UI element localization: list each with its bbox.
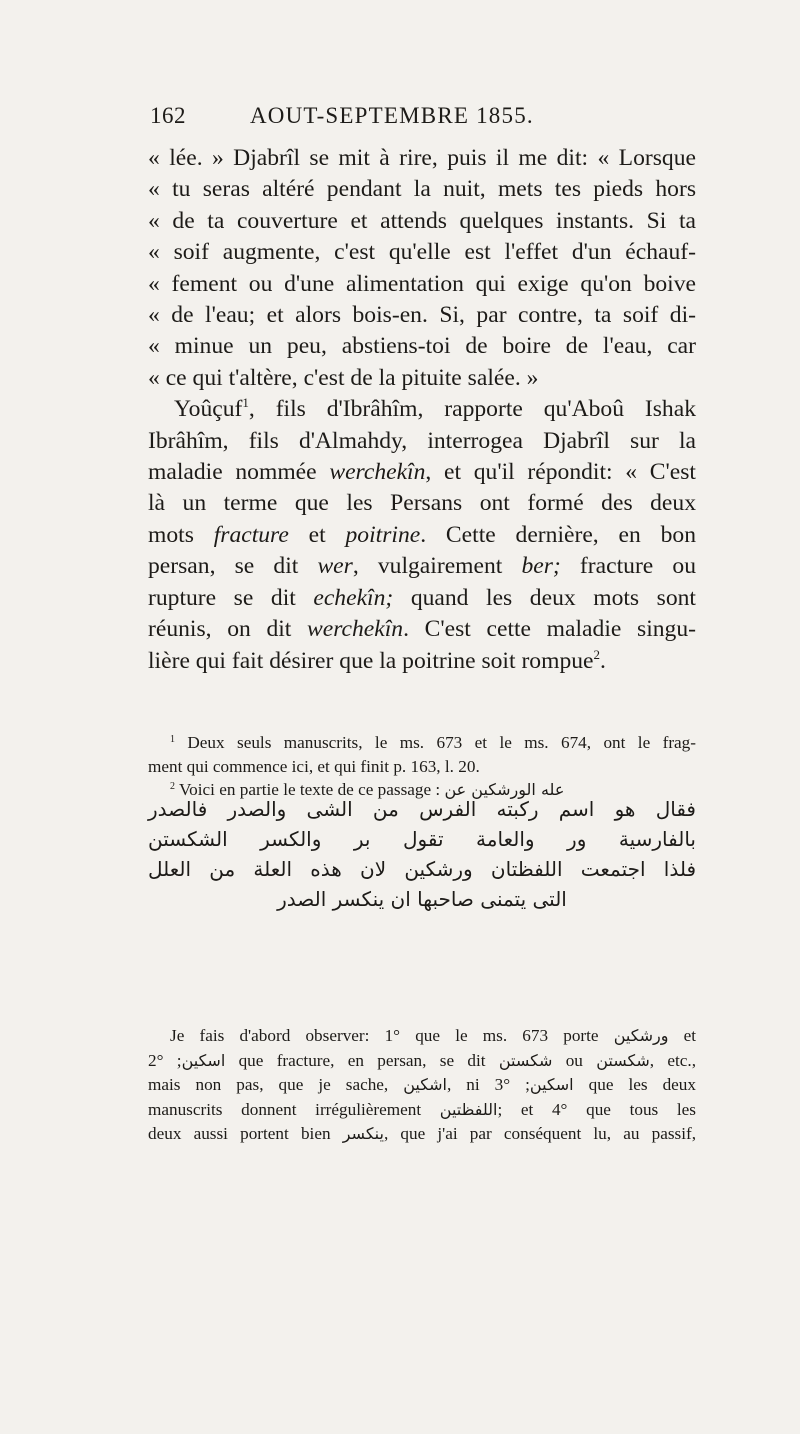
text-line: « soif augmente, c'est qu'elle est l'effet d'un échauf-	[148, 239, 696, 266]
footnote-line	[148, 1122, 696, 1147]
arabic-passage	[148, 794, 696, 914]
footnote-number: 1	[170, 734, 175, 745]
text-run: . C'est cette maladie singu-	[403, 616, 696, 643]
text-run: fracture ou	[560, 553, 696, 580]
italic-term: poitrine	[345, 521, 421, 548]
footnote-line	[148, 1049, 696, 1074]
arabic-text: شكستن	[498, 1050, 553, 1070]
footnote-line	[148, 1024, 696, 1049]
italic-term: fracture	[213, 521, 289, 548]
text-run: maladie nommée	[148, 459, 330, 486]
text-line: « fement ou d'une alimentation qui exige qu'on boive	[148, 270, 696, 297]
footnote-line	[148, 1073, 696, 1098]
arabic-line: التى يتمنى صاحبها ان ينكسر الصدر	[277, 887, 567, 911]
footnote-line	[148, 731, 696, 755]
text-line	[148, 394, 696, 425]
text-run: , que j'ai par conséquent lu, au passif,	[383, 1124, 697, 1144]
main-text	[148, 143, 696, 677]
text-run: ; 2° que fracture, en persan, se dit	[148, 1050, 499, 1070]
text-run: Yoûçuf	[174, 396, 243, 423]
text-run: , etc.,	[649, 1050, 696, 1070]
text-line	[148, 614, 696, 645]
text-line: « de ta couverture et attends quelques instants. Si ta	[148, 207, 696, 234]
text-run: ou	[552, 1050, 597, 1070]
text-line	[148, 646, 696, 677]
arabic-text: اسكين	[529, 1075, 574, 1095]
footnote-ref: 1	[242, 395, 249, 411]
arabic-text: ينكسر	[342, 1124, 384, 1144]
text-line: « lée. » Djabrîl se mit à rire, puis il me dit: « Lorsque	[148, 145, 696, 171]
text-run: .	[600, 647, 606, 674]
text-line: « ce qui t'altère, c'est de la pituite salée. »	[148, 364, 539, 391]
footnote-number: 2	[170, 781, 175, 793]
text-run: rupture se dit	[148, 584, 314, 611]
text-line: « minue un peu, abstiens-toi de boire de l'eau, car	[148, 333, 696, 360]
footnote-line	[148, 1098, 696, 1123]
italic-term: ber;	[521, 553, 561, 580]
arabic-text: اسكين	[181, 1050, 226, 1070]
arabic-line: فلذا اجتمعت اللفظتان ورشكين لان هذه العلة من العلل	[148, 857, 696, 881]
text-run: manuscrits donnent irrégulièrement	[148, 1099, 440, 1119]
arabic-text: شكستن	[596, 1050, 650, 1070]
text-run: quand les deux mots sont	[393, 584, 696, 611]
footnote-line: ment qui commence ici, et qui finit p. 163, l. 20.	[148, 756, 480, 776]
text-run: et	[668, 1026, 697, 1045]
italic-term: werchekîn	[329, 459, 426, 486]
text-line: « tu seras altéré pendant la nuit, mets tes pieds hors	[148, 176, 696, 203]
text-line	[148, 551, 696, 582]
text-run: mots	[148, 521, 214, 548]
text-run: réunis, on dit	[148, 616, 308, 643]
page-number: 162	[150, 103, 186, 128]
arabic-line: فقال هو اسم ركبته الفرس من الشى والصدر فالصدر	[148, 797, 696, 821]
text-line	[148, 520, 696, 551]
arabic-text: اشكين	[403, 1075, 447, 1095]
text-run: mais non pas, que je sache,	[148, 1075, 404, 1095]
text-line	[148, 457, 696, 488]
text-run: ; et 4° que tous les	[497, 1099, 696, 1119]
text-run: et	[288, 521, 346, 548]
text-run: persan, se dit	[148, 553, 318, 580]
text-run: , et qu'il répondit: « C'est	[425, 459, 696, 486]
text-run: ; 3° que les deux	[494, 1075, 696, 1095]
footnote-commentary	[148, 1024, 696, 1147]
arabic-text: ورشكين	[613, 1026, 669, 1045]
text-line	[148, 583, 696, 614]
text-run: Voici en partie le texte de ce passage :	[175, 780, 441, 800]
arabic-text: عله الورشكين عن	[444, 780, 565, 800]
page-header	[150, 103, 680, 135]
text-run: . Cette dernière, en bon	[420, 521, 696, 548]
footnotes	[148, 731, 696, 802]
text-line: Ibrâhîm, fils d'Almahdy, interrogea Djabrîl sur la	[148, 427, 696, 454]
text-line: là un terme que les Persans ont formé des deux	[148, 490, 696, 517]
text-run: deux aussi portent bien	[148, 1124, 343, 1144]
text-run: Deux seuls manuscrits, le ms. 673 et le ms. 674, ont le frag-	[175, 733, 696, 752]
italic-term: wer	[317, 553, 353, 580]
arabic-text: اللفظتين	[439, 1099, 498, 1119]
text-run: , ni	[446, 1075, 495, 1095]
text-run: , vulgairement	[352, 553, 522, 580]
text-run: , fils d'Ibrâhîm, rapporte qu'Aboû Ishak	[248, 396, 696, 423]
arabic-line: بالفارسية ور والعامة تقول بر والكسر الشكستن	[148, 827, 696, 851]
italic-term: werchekîn	[307, 616, 404, 643]
text-run: Je fais d'abord observer: 1° que le ms. 673 porte	[170, 1026, 614, 1045]
italic-term: echekîn;	[313, 584, 394, 611]
text-run: lière qui fait désirer que la poitrine soit rompue	[148, 647, 594, 674]
text-line: « de l'eau; et alors bois-en. Si, par contre, ta soif di-	[148, 302, 696, 329]
footnote-ref: 2	[593, 646, 601, 662]
running-title: AOUT-SEPTEMBRE 1855.	[250, 103, 534, 128]
